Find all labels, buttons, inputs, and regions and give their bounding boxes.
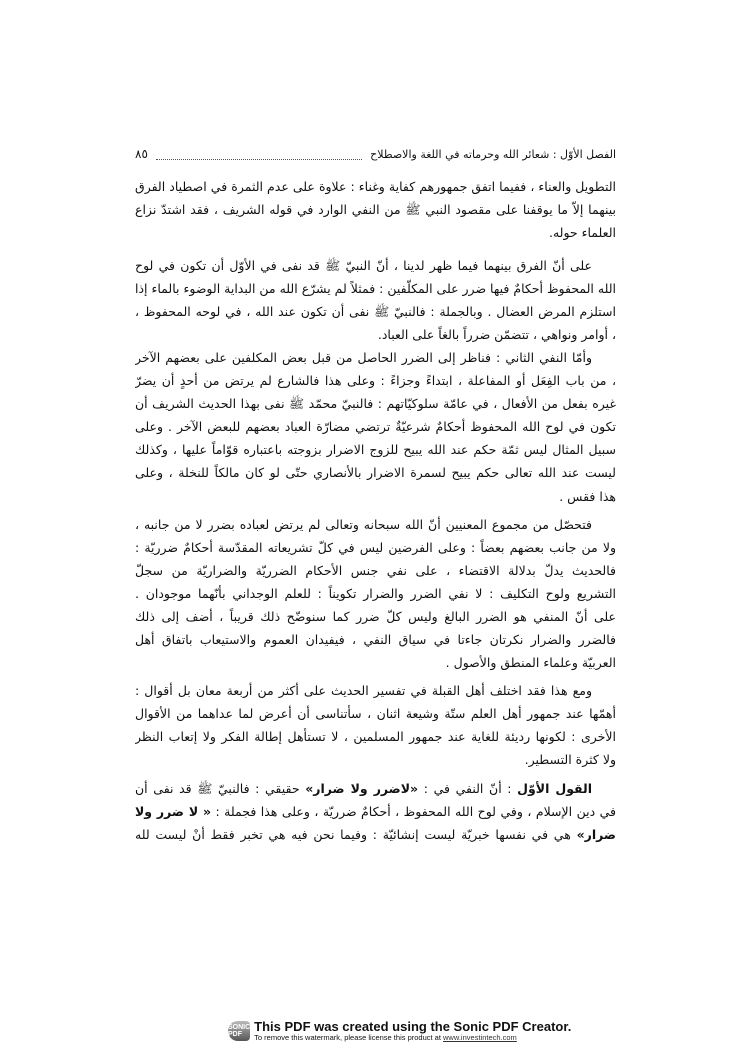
bold-phrase: ضرار» <box>576 827 616 842</box>
text-segment: هي في نفسها خبريّة ليست إنشائيّة : وفيما نحن فيه هي تخبر فقط أنْ ليست لله <box>135 827 571 842</box>
text-line: ولا كثرة التسطير. <box>524 752 616 767</box>
text-line: وأمّا النفي الثاني : فناظر إلى الضرر الحاصل من قبل بعض المكلفين على بعضهم الآخر <box>135 350 592 365</box>
text-segment: في دين الإسلام ، وفي لوح الله المحفوظ ، أحكامٌ ضرريّة ، وعلى هذا فجملة : <box>211 804 616 819</box>
text-line: أهمّها عند جمهور أهل العلم ستّة وشيعة اثنان ، سأتناسى أن أعرض لما عداهما من الأقوال <box>135 706 616 721</box>
text-line: سبيل المثال ليس ثمّة حكم عند الله يبيح للزوج الاضرار بزوجته باعتباره قوّاماً عليها ، وكذلك <box>135 442 616 457</box>
text-line: فتحصّل من مجموع المعنيين أنّ الله سبحانه وتعالى لم يرتض لعباده بضرر لا من جانبه ، <box>135 517 592 532</box>
watermark-text: To remove this watermark, please license this product at <box>254 1033 441 1042</box>
text-line <box>135 824 616 846</box>
text-line: غيره بفعل من الأفعال ، في عامّة سلوكيّاتهم : فالنبيّ محمّد ﷺ نفى بهذا الحديث الشريف أن <box>135 396 616 411</box>
watermark-line1: This PDF was created using the Sonic PDF Creator. <box>254 1019 572 1034</box>
text-line: تكون في لوح الله المحفوظ أحكامٌ شرعيّةٌ ترتضي مضارّة العباد بعضهم للبعض الآخر . وعلى <box>135 419 616 434</box>
text-line: الله المحفوظ أحكامٌ فيها ضرر على المكلّفين : فمثلاً لم يشرّع الله من البداية الوضوء بالماء إذا <box>135 281 616 296</box>
text-line: ، من باب الفِعَل أو المفاعلة ، ابتداءً وجزاءً : وعلى هذا فالشارع لم يرتض من أحدٍ أن يضرّ <box>135 373 616 388</box>
text-line: فالحديث يدلّ بدلالة الاقتضاء ، على نفي جنس الأحكام الضرريّة والضراريّة من سجلّ <box>135 563 616 578</box>
text-line <box>135 801 616 823</box>
text-line: التطويل والعناء ، ففيما اتفق جمهورهم كفاية وغناء : علاوة على عدم الثمرة في اصطياد الفرق <box>135 179 616 194</box>
sonic-pdf-logo: SONIC PDF <box>228 1021 250 1041</box>
running-header <box>135 144 616 164</box>
bold-phrase: « لا ضرر ولا <box>135 804 212 819</box>
text-segment: : أنّ النفي في : <box>418 781 518 796</box>
text-line: ومع هذا فقد اختلف أهل القبلة في تفسير الحديث على أكثر من أربعة معان بل أقوال : <box>135 683 592 698</box>
page-number: ٨٥ <box>135 147 148 161</box>
text-line: ليست عند الله تعالى حكم يبيح لسمرة الاضرار بالأنصاري حتّى لو كان مالكاً للنخلة ، وعلى <box>135 465 616 480</box>
text-line: ولا من جانب بعضهم بعضاً : وعلى الفرضين ليس في كلّ تشريعاته المقدّسة أحكامٌ ضرريّة : <box>135 540 616 555</box>
text-line: هذا فقس . <box>559 489 616 504</box>
text-line: استلزم المرض العضال . وبالجملة : فالنبيّ ﷺ نفى أن تكون عند الله ، في لوحه المحفوظ ، <box>135 304 616 319</box>
text-line: ، أوامر ونواهي ، تتضمّن ضرراً بالغاً على العباد. <box>377 327 616 342</box>
dot-leader <box>156 149 362 160</box>
text-line: التشريع ولوح التكليف : لا نفي الضرر والضرار تكويناً : للعلم الوجداني بأنّهما موجودان . <box>135 586 616 601</box>
text-line: بينهما إلاّ ما يوقفنا على مقصود النبي ﷺ من النفي الوارد في قوله الشريف ، فقد اشتدّ نزاع <box>135 202 616 217</box>
text-segment: حقيقي : فالنبيّ ﷺ قد نفى أن <box>135 781 300 796</box>
text-line <box>135 778 616 800</box>
chapter-title: الفصل الأوّل : شعائر الله وحرماته في اللغة والاصطلاح <box>370 147 616 161</box>
bold-phrase: «لاضرر ولا ضرار» <box>305 781 419 796</box>
watermark-link[interactable]: www.investintech.com <box>443 1033 517 1042</box>
text-line: العربيّة وعلماء المنطق والأصول . <box>445 655 616 670</box>
text-line: فالضرر والضرار نكرتان جاءتا في سياق النفي ، فيفيدان العموم والاستيعاب باتفاق أهل <box>135 632 616 647</box>
text-line: العلماء حوله. <box>548 225 616 240</box>
watermark <box>228 1017 572 1045</box>
watermark-line2 <box>254 1033 571 1042</box>
text-line: على أنّ المنفي هو الضرر البالغ وليس كلّ ضرر كما سنوضّح ذلك قريباً ، أضف إلى ذلك <box>135 609 616 624</box>
text-line: الأخرى : لكونها رديئة للغاية عند جمهور المسلمين ، لا تستأهل إطالة الفكر ولا إتعاب النظر <box>135 729 616 744</box>
bold-phrase: القول الأوّل <box>517 781 593 796</box>
text-line: على أنّ الفرق بينهما فيما ظهر لدينا ، أنّ النبيّ ﷺ قد نفى في الأوّل أن تكون في لوح <box>135 258 592 273</box>
